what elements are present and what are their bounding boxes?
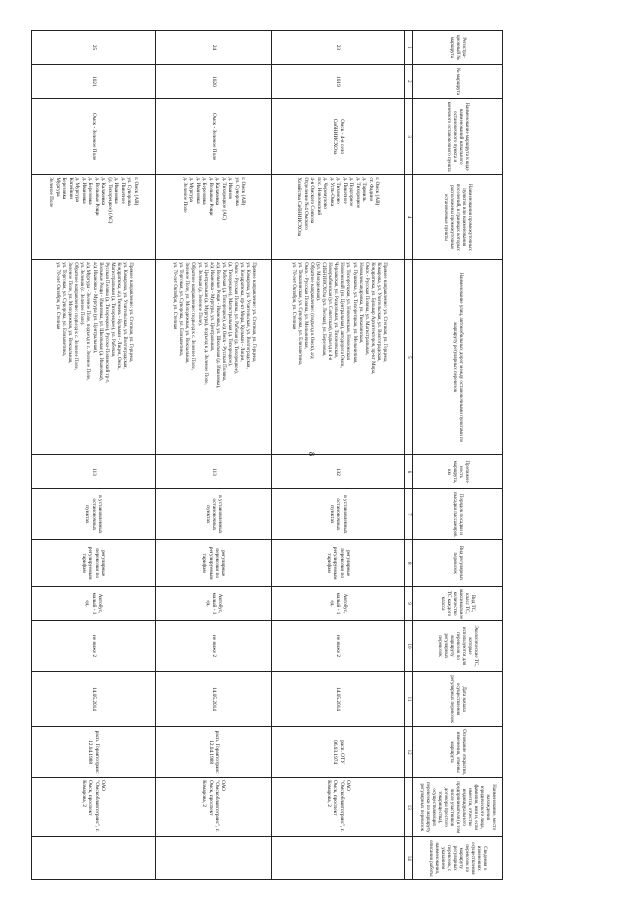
- stop-item: Мургура: [55, 177, 61, 197]
- street-line: Обратное направление: подъезд к с. Зеленое Поле,: [73, 262, 79, 370]
- street-line: ул. Центральная (д. Мургура), подъезд к д. Зеленое Поле,: [202, 262, 208, 385]
- column-header: Экологические ТС, которые используются для перевозок по маршруту регулярных перевозок: [413, 621, 503, 672]
- street-line: Омск - Русская Поляна, ул. Рабочая (д. Тихорецкое),: [233, 262, 239, 374]
- table-row: [32, 31, 156, 880]
- stop-item: д. Тихорецкое: [354, 177, 361, 209]
- street-line: ул. Тихоретцкая, ул. Новоомская, Новоомская: [345, 262, 351, 360]
- stop-item: д. Зеленое Поле: [181, 177, 188, 213]
- cell-extra: [272, 837, 405, 880]
- street-line: ул. Комарова, ул. Учительская, ул. Волгоградская,: [245, 262, 251, 369]
- stop-item: Березовка: [61, 177, 68, 200]
- stop-item: д. Пикетное: [120, 177, 126, 204]
- column-number: 6: [405, 455, 413, 489]
- cell-stops: [32, 175, 156, 260]
- cell-operator: ОАО "Омскоблавтотранс", г. Омск, проспект Комарова, 2: [272, 778, 405, 837]
- cell-eco-class: не ниже 2: [155, 621, 271, 672]
- street-line: ул. 70-лет Октября, ул. Степная: [172, 262, 178, 330]
- column-header: Регистра-ционный № маршрута: [413, 31, 503, 65]
- column-header: Дата начала осуществления регулярных перевозок: [413, 671, 503, 726]
- cell-length: 132: [272, 455, 405, 489]
- street-line: ул. Зеленая (д. Зеленое Поле).: [196, 262, 202, 326]
- stop-item: д. Березовка: [87, 177, 94, 205]
- stop-item: пос. Новоомский: [315, 177, 322, 216]
- street-line: Обратное направление: (подъезд к Омск), а/д: [308, 262, 314, 359]
- column-header: Наименование, место нахождения юридического лица, фамилия, имя и, если имеется, отчество индивидуального предпринимателя (в том числе участников договора простого товарищества), осуществляющих перевозки по маршруту регулярных перевозок: [413, 778, 503, 837]
- stop-item: Хозяйства СибНИИСХОза: [296, 177, 303, 237]
- column-number: 2: [405, 64, 413, 98]
- cell-extra: [155, 837, 271, 880]
- stop-item: д. Усть-Омка: [328, 177, 335, 207]
- street-line: Комарова, ул. Учительская, ул. Волгоградская,: [375, 262, 381, 362]
- cell-start-date: 14.05.2014: [155, 671, 271, 726]
- column-number: 14: [405, 837, 413, 880]
- column-number: 13: [405, 778, 413, 837]
- cell-vehicles: Автобус, малый - 1 ед.: [272, 587, 405, 621]
- street-line: Кондратюка, ул. Бульвар Архитекторов, пр-кт Мира,: [369, 262, 375, 375]
- stop-item: ст. Фадино: [367, 177, 374, 202]
- cell-vehicles: Автобус, малый - 1 ед.: [32, 587, 156, 621]
- street-line: а/д Ивановка - Мургура, ул. Центральная,: [208, 262, 214, 352]
- cell-transport-type: регулярные перевозки по регулируемым тарифам: [155, 540, 271, 587]
- street-line: Обратное направление: подъезд к с. Зеленое Поле,: [190, 262, 196, 370]
- routes-register-table: [31, 30, 503, 880]
- cell-eco-class: не ниже 2: [272, 621, 405, 672]
- column-number: 9: [405, 587, 413, 621]
- column-header: Порядок посадки и высадки пассажиров: [413, 489, 503, 540]
- stop-item: д. Калачевка: [100, 177, 107, 206]
- column-header: Протяжен-ность маршрута, км: [413, 455, 503, 489]
- page-number: 8: [307, 452, 316, 456]
- stop-item: г. Омск (АВ): [133, 177, 139, 206]
- cell-route-number: 1021: [32, 64, 156, 98]
- cell-operator: ОАО "Омскоблавтотранс", г. Омск, проспект Комарова, 2: [32, 778, 156, 837]
- column-header: Основание открытия, изменения, отмены маршрута: [413, 727, 503, 778]
- column-number: 8: [405, 540, 413, 587]
- stop-item: д. Черемухово: [322, 177, 329, 209]
- stop-item: д. Пикетное: [341, 177, 348, 204]
- street-line: ул. Тюкалинская, ул. Суворова, ул. Елизаветина,: [296, 262, 302, 366]
- street-line: Новорыбинская (ул. Советская), подъезд к 4-я: [327, 262, 333, 361]
- stop-item: д. Ивановка: [194, 177, 201, 204]
- street-line: ул. Зеленая (с. Зеленое Поле).: [79, 262, 85, 326]
- table-row: [272, 31, 405, 880]
- column-number: 4: [405, 175, 413, 260]
- street-line: а/д Мургура - Зеленое Поле, подъезд к с. Зеленое Поле,: [85, 262, 91, 381]
- column-number: 3: [405, 98, 413, 174]
- street-line: ул. Торговая, ул. Суворова, ул. Елизаветина,: [61, 262, 67, 356]
- cell-basis: расп. ОТУ 06.03.1974: [272, 727, 405, 778]
- cell-basis: расп. Горавтотранс 12.04.1988: [155, 727, 271, 778]
- street-line: Вольные Рощи - Ивановка, ул. Школьная (д. Ивановка),: [97, 262, 103, 381]
- cell-reg-number: 23: [272, 31, 405, 65]
- street-line: Прямое направление: ул. Степная, ул. Герцена,: [381, 262, 387, 363]
- column-header: Наименование улиц, автомобильных дорог между остановочными пунктами по маршруту регулярных перевозок: [413, 260, 503, 455]
- cell-transport-type: регулярные перевозки по регулируемым тарифам: [32, 540, 156, 587]
- column-number: 5: [405, 260, 413, 455]
- table-body: [32, 31, 405, 880]
- cell-boarding: в установленных остановочных пунктах: [155, 489, 271, 540]
- street-line: ул. Пушкина, ул. Тихоретцкая, ул. Мельничная,: [351, 262, 357, 364]
- stop-item: ул. Суворова: [126, 177, 133, 206]
- stop-item: д. Иванов: [227, 177, 234, 199]
- stop-item: ул. Суворова: [233, 177, 240, 206]
- stop-item: Зеленое Поле: [48, 177, 55, 208]
- street-line: а/д Вольные Рощи - Ивановка, ул. Школьная (д. Ивановка),: [214, 262, 220, 389]
- column-number: 12: [405, 727, 413, 778]
- table-header-row: [413, 31, 503, 880]
- street-line: Новоомский (ул. Центральная), автодорога Омск,: [339, 262, 345, 368]
- stop-item: (д. Тихорецкое) (АС): [107, 177, 113, 224]
- cell-boarding: в установленных остановочных пунктах: [272, 489, 405, 540]
- street-line: Магистральная (д. Тихорецкое), ул. Рабочая,: [109, 262, 115, 358]
- street-line: а/д Ивановка - Мургура (ул. Центральная),: [91, 262, 97, 354]
- street-line: Зеленое Поле, ул. Молодежная, ул. Вокзальная,: [67, 262, 73, 364]
- street-line: Прямое направление: ул. Степная, ул. Герцена,: [128, 262, 134, 363]
- column-header: Вид ТС, класс ТС, максимальное количество ТС каждого класса: [413, 587, 503, 621]
- cell-operator: ОАО "Омскоблавтотранс", г. Омск, проспект Комарова, 2: [155, 778, 271, 837]
- cell-length: 113: [155, 455, 271, 489]
- column-header: Сведения о изменениях осуществления перевозок по маршруту регулярных перевозок, с указанием наименования, описания работы: [413, 837, 503, 880]
- cell-reg-number: 24: [155, 31, 271, 65]
- stop-item: г. Омск (АВ): [240, 177, 247, 206]
- column-number-row: [405, 31, 413, 880]
- street-line: СИБНИИСХОза (ул. Лесная), ул. Березовая,: [321, 262, 327, 357]
- stop-item: 4-я Омского Совхоза: [309, 177, 316, 224]
- street-line: Прямое направление: ул. Степная, ул. Герцена,: [251, 262, 257, 363]
- street-line: ул. Кондратюка, пр-кт Мира, Кульман - Лицея,: [239, 262, 245, 362]
- routes-register-table-frame: [31, 30, 503, 880]
- cell-route-number: 1019: [272, 64, 405, 98]
- street-line: (ул. Молодежная).: [314, 262, 320, 302]
- cell-vehicles: Автобус, малый - 1 ед.: [155, 587, 271, 621]
- cell-route-name: Омск - Зеленое Поле: [32, 98, 156, 174]
- stop-item: д. Калачевка: [214, 177, 221, 206]
- stop-item: д. Мургура: [74, 177, 81, 202]
- column-number: 10: [405, 621, 413, 672]
- cell-extra: [32, 837, 156, 880]
- cell-reg-number: 25: [32, 31, 156, 65]
- cell-streets: [155, 260, 271, 455]
- column-number: 1: [405, 31, 413, 65]
- stop-item: д. Мургура: [188, 177, 195, 202]
- cell-length: 113: [32, 455, 156, 489]
- street-line: Зеленое Поле, ул. Молодежная, ул. Вокзальная,: [184, 262, 190, 364]
- street-line: Черлакская, ул. Раздольная, ул. Тихоновская,: [333, 262, 339, 358]
- street-line: Новоалександровка, ул. Тюкалинская,: [357, 262, 363, 344]
- column-header: Вид регулярных перевозок: [413, 540, 503, 587]
- street-line: ул. Торговая, ул. Суворова, ул. Елизаветина,: [178, 262, 184, 356]
- stop-item: Отделение №4 Омского: [302, 177, 309, 230]
- cell-eco-class: не ниже 2: [32, 621, 156, 672]
- street-line: ул. Рабочая (д. Тихорецкое), а/д Омск - Русская Поляна,: [220, 262, 226, 382]
- cell-stops: [272, 175, 405, 260]
- column-header: Наименования промежуточных пунктов или наименования поселений, в границах которых расположены промежуточные остановочные пункты: [413, 175, 503, 260]
- column-number: 7: [405, 489, 413, 540]
- street-line: ул. Комарова, ул. Учительская, ул. Волгоградская,: [122, 262, 128, 369]
- table-row: [155, 31, 271, 880]
- stop-item: д. Подгорное: [348, 177, 355, 207]
- street-line: Омск - Русская Поляна, ул. Мельничная,: [302, 262, 308, 349]
- street-line: Русская Поляна (д. Тихорецкое), Русско-Полянский тр-т,: [103, 262, 109, 383]
- cell-start-date: 14.05.2014: [32, 671, 156, 726]
- street-line: Омск - Русская Поляна, ул. Магистральная,: [363, 262, 369, 355]
- stop-item: Копейкин: [68, 177, 74, 200]
- stop-item: д. Ивановка: [81, 177, 87, 204]
- cell-route-name: Омск - 4-я село СибНИИСХОза: [272, 98, 405, 174]
- stop-item: д. Тармиль: [361, 177, 368, 202]
- cell-stops: [155, 175, 271, 260]
- column-header: Наименование маршрута в виде наименований начального остановочного пункта и конечного остановочного пункта: [413, 98, 503, 174]
- cell-streets: [32, 260, 156, 455]
- stop-item: г. Омск (АВ): [374, 177, 381, 206]
- stop-item: д. Тихорецкое (АС): [220, 177, 227, 220]
- cell-streets: [272, 260, 405, 455]
- cell-transport-type: регулярные перевозки по регулируемым тарифам: [272, 540, 405, 587]
- cell-route-number: 1020: [155, 64, 271, 98]
- stop-item: д. Вольные Рощи: [207, 177, 214, 216]
- column-header: № маршрута: [413, 64, 503, 98]
- stop-item: д. Вольные Рощи: [94, 177, 100, 216]
- column-number: 11: [405, 671, 413, 726]
- street-line: ул. 70-лет Октября, ул. Степная: [290, 262, 296, 330]
- cell-boarding: в установленных остановочных пунктах: [32, 489, 156, 540]
- stop-item: д. Березовка: [201, 177, 208, 205]
- stop-item: д. Ивановка: [113, 177, 120, 204]
- street-line: ул. 70-лет Октября, ул. Степная: [54, 262, 60, 330]
- street-line: Кондратюка, а/д Тюмень - Кульман - Лицея, Омск,: [115, 262, 121, 370]
- cell-route-name: Омск - Зеленое Поле: [155, 98, 271, 174]
- cell-basis: расп. Горавтотранс 12.04.1988: [32, 727, 156, 778]
- stop-item: д. Тихоново: [335, 177, 342, 204]
- street-line: (д. Тихорецкое), Магистральная (д. Тихорецкое),: [227, 262, 232, 367]
- cell-start-date: 14.05.2014: [272, 671, 405, 726]
